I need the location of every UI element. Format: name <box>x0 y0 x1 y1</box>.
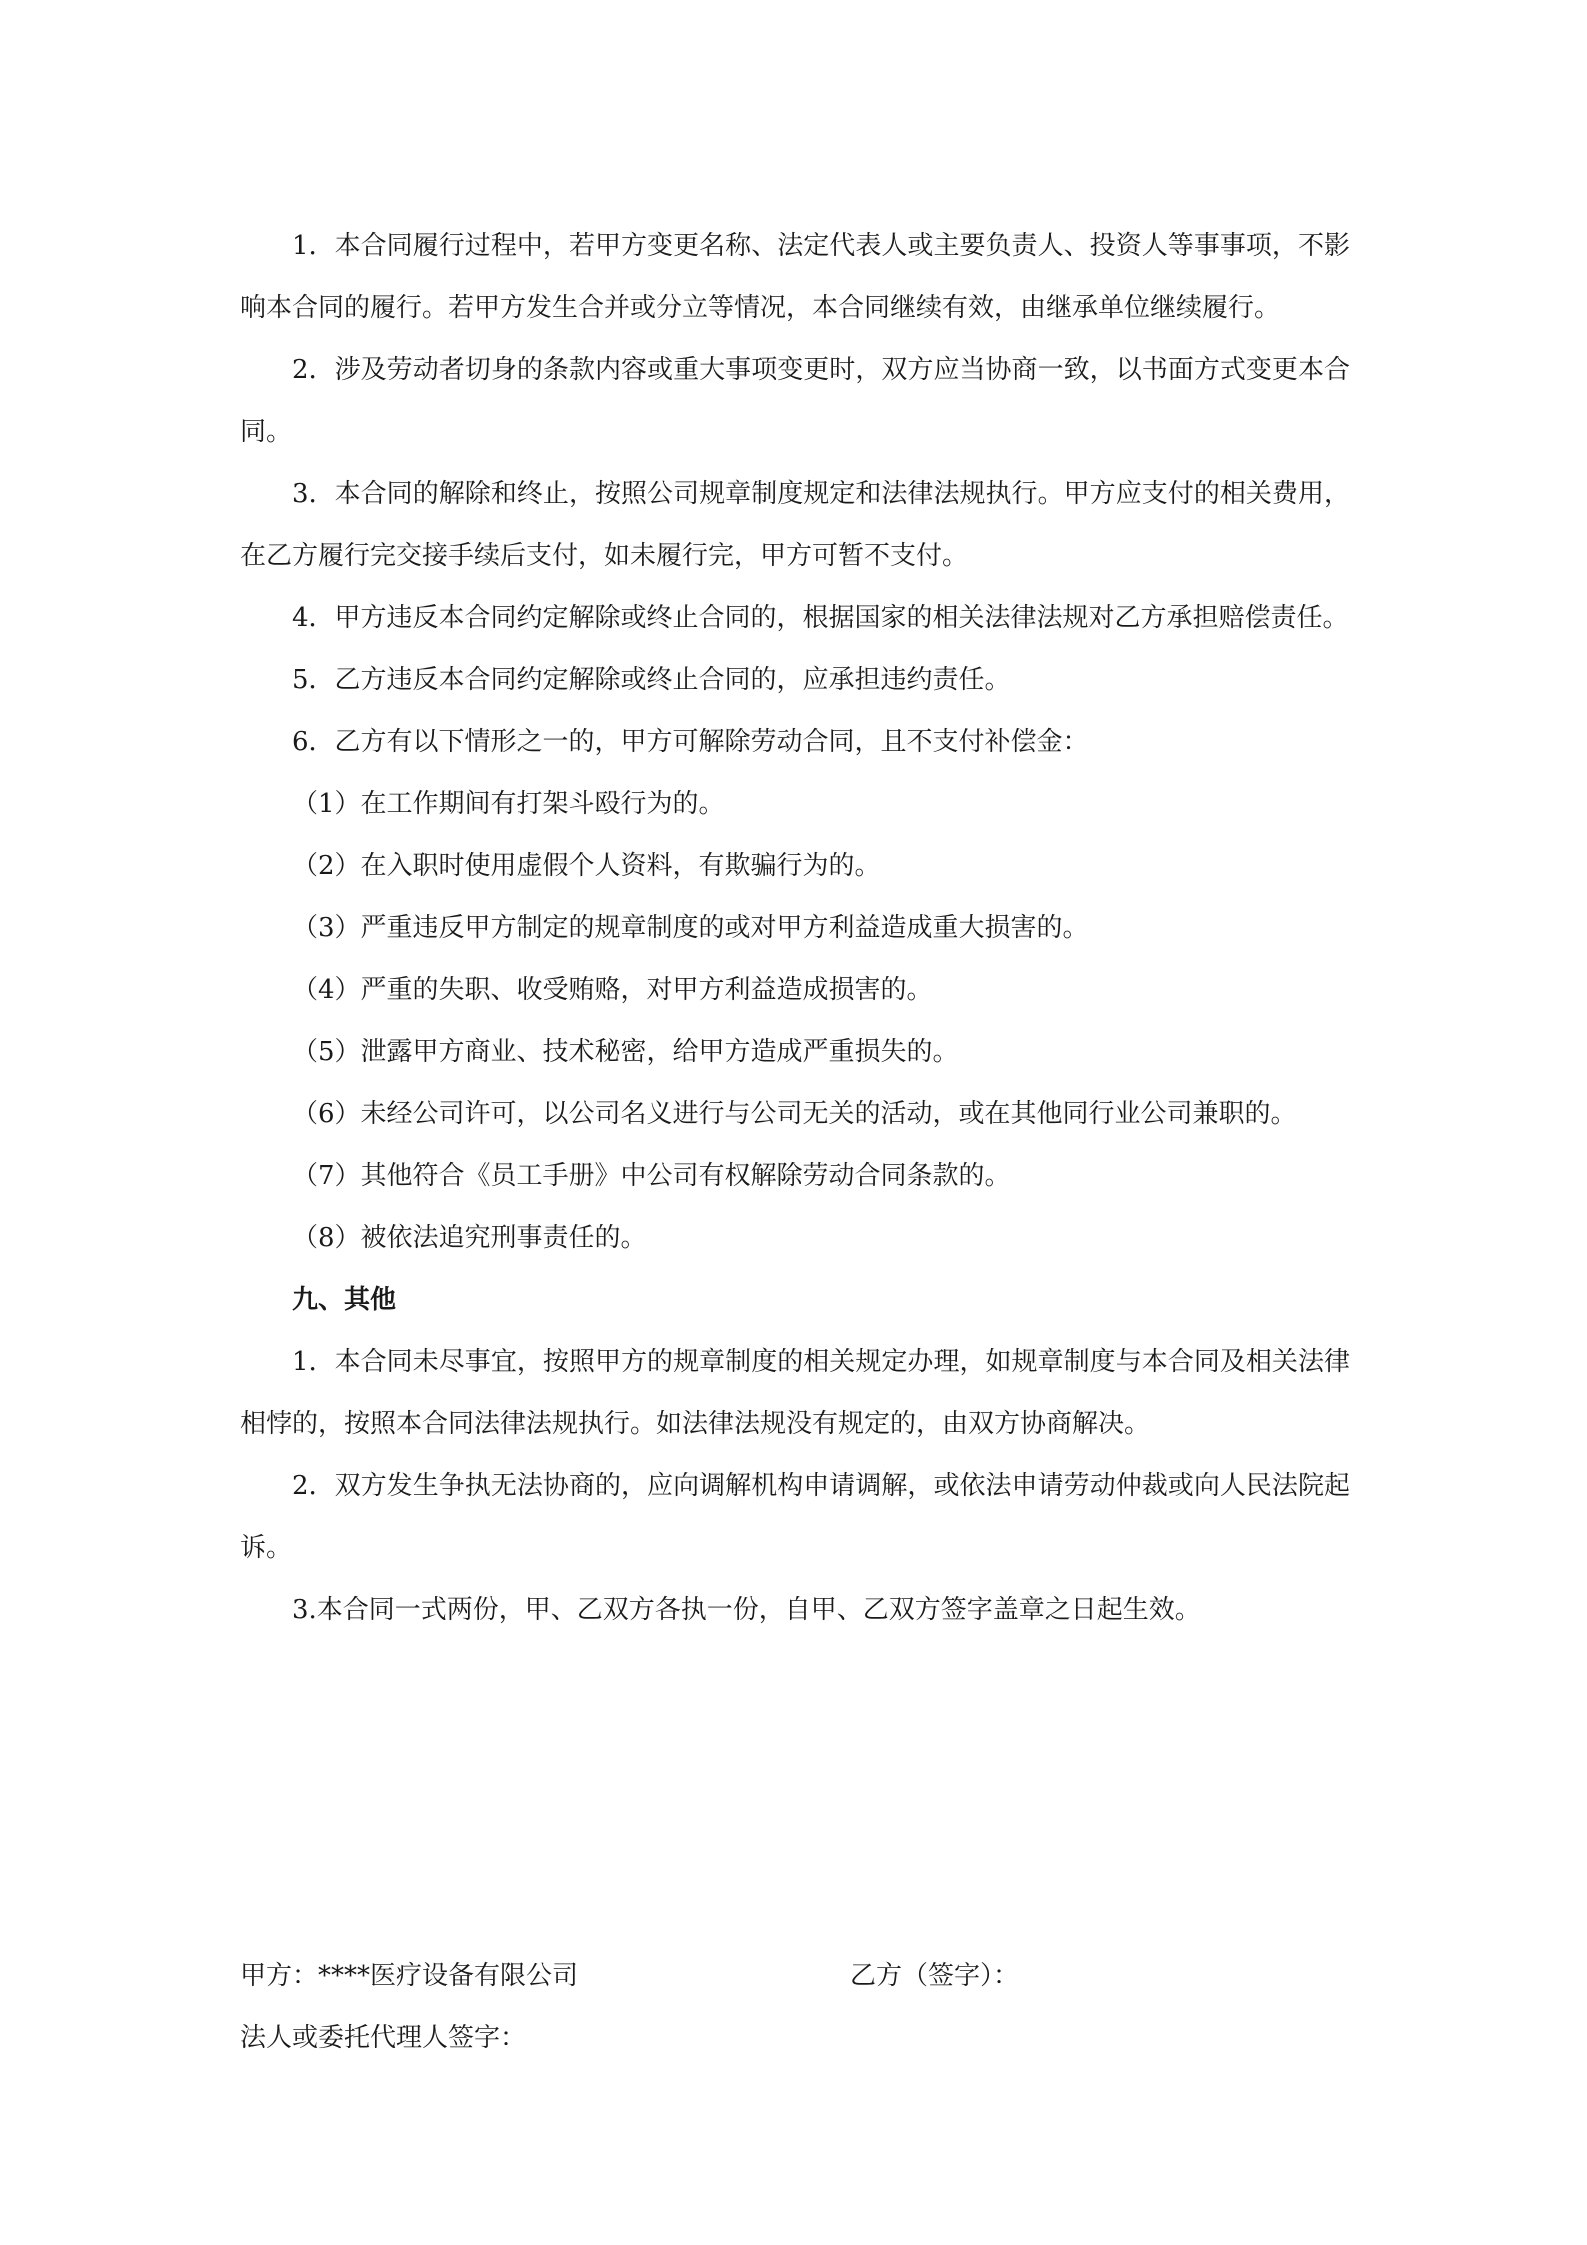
termination-item-1: （1）在工作期间有打架斗殴行为的。 <box>292 789 725 819</box>
clause-8-6: 6．乙方有以下情形之一的，甲方可解除劳动合同，且不支付补偿金： <box>292 727 1089 757</box>
termination-item-4: （4）严重的失职、收受贿赂，对甲方利益造成损害的。 <box>292 975 933 1005</box>
section-9-heading: 九、其他 <box>292 1285 397 1315</box>
signature-row-legal-rep <box>240 2007 1350 2069</box>
signature-block <box>240 1945 1350 2069</box>
clause-9-1: 1．本合同未尽事宜，按照甲方的规章制度的相关规定办理，如规章制度与本合同及相关法律相悖的，按照本合同法律法规执行。如法律法规没有规定的，由双方协商解决。 <box>240 1347 1350 1439</box>
clause-9-3: 3.本合同一式两份，甲、乙双方各执一份，自甲、乙双方签字盖章之日起生效。 <box>292 1595 1201 1625</box>
legal-rep-label: 法人或委托代理人签字： <box>240 2023 527 2053</box>
clause-8-5: 5．乙方违反本合同约定解除或终止合同的，应承担违约责任。 <box>292 665 1011 695</box>
termination-item-7: （7）其他符合《员工手册》中公司有权解除劳动合同条款的。 <box>292 1161 1011 1191</box>
clause-8-1: 1．本合同履行过程中，若甲方变更名称、法定代表人或主要负责人、投资人等事事项，不影响本合同的履行。若甲方发生合并或分立等情况，本合同继续有效，由继承单位继续履行。 <box>240 231 1350 323</box>
signature-row-parties <box>240 1945 1350 2007</box>
clause-8-3: 3．本合同的解除和终止，按照公司规章制度规定和法律法规执行。甲方应支付的相关费用，在乙方履行完交接手续后支付，如未履行完，甲方可暂不支付。 <box>240 479 1350 571</box>
party-b-label: 乙方（签字）： <box>850 1961 1020 1991</box>
clause-8-4: 4．甲方违反本合同约定解除或终止合同的，根据国家的相关法律法规对乙方承担赔偿责任。 <box>292 603 1349 633</box>
termination-item-2: （2）在入职时使用虚假个人资料，有欺骗行为的。 <box>292 851 881 881</box>
contract-body <box>240 215 1350 1641</box>
termination-item-6: （6）未经公司许可，以公司名义进行与公司无关的活动，或在其他同行业公司兼职的。 <box>292 1099 1297 1129</box>
termination-item-8: （8）被依法追究刑事责任的。 <box>292 1223 647 1253</box>
party-a-label: 甲方：****医疗设备有限公司 <box>240 1961 579 1991</box>
termination-item-3: （3）严重违反甲方制定的规章制度的或对甲方利益造成重大损害的。 <box>292 913 1089 943</box>
clause-8-2: 2．涉及劳动者切身的条款内容或重大事项变更时，双方应当协商一致，以书面方式变更本合同。 <box>240 355 1350 447</box>
clause-9-2: 2．双方发生争执无法协商的，应向调解机构申请调解，或依法申请劳动仲裁或向人民法院起诉。 <box>240 1471 1350 1563</box>
termination-item-5: （5）泄露甲方商业、技术秘密，给甲方造成严重损失的。 <box>292 1037 959 1067</box>
